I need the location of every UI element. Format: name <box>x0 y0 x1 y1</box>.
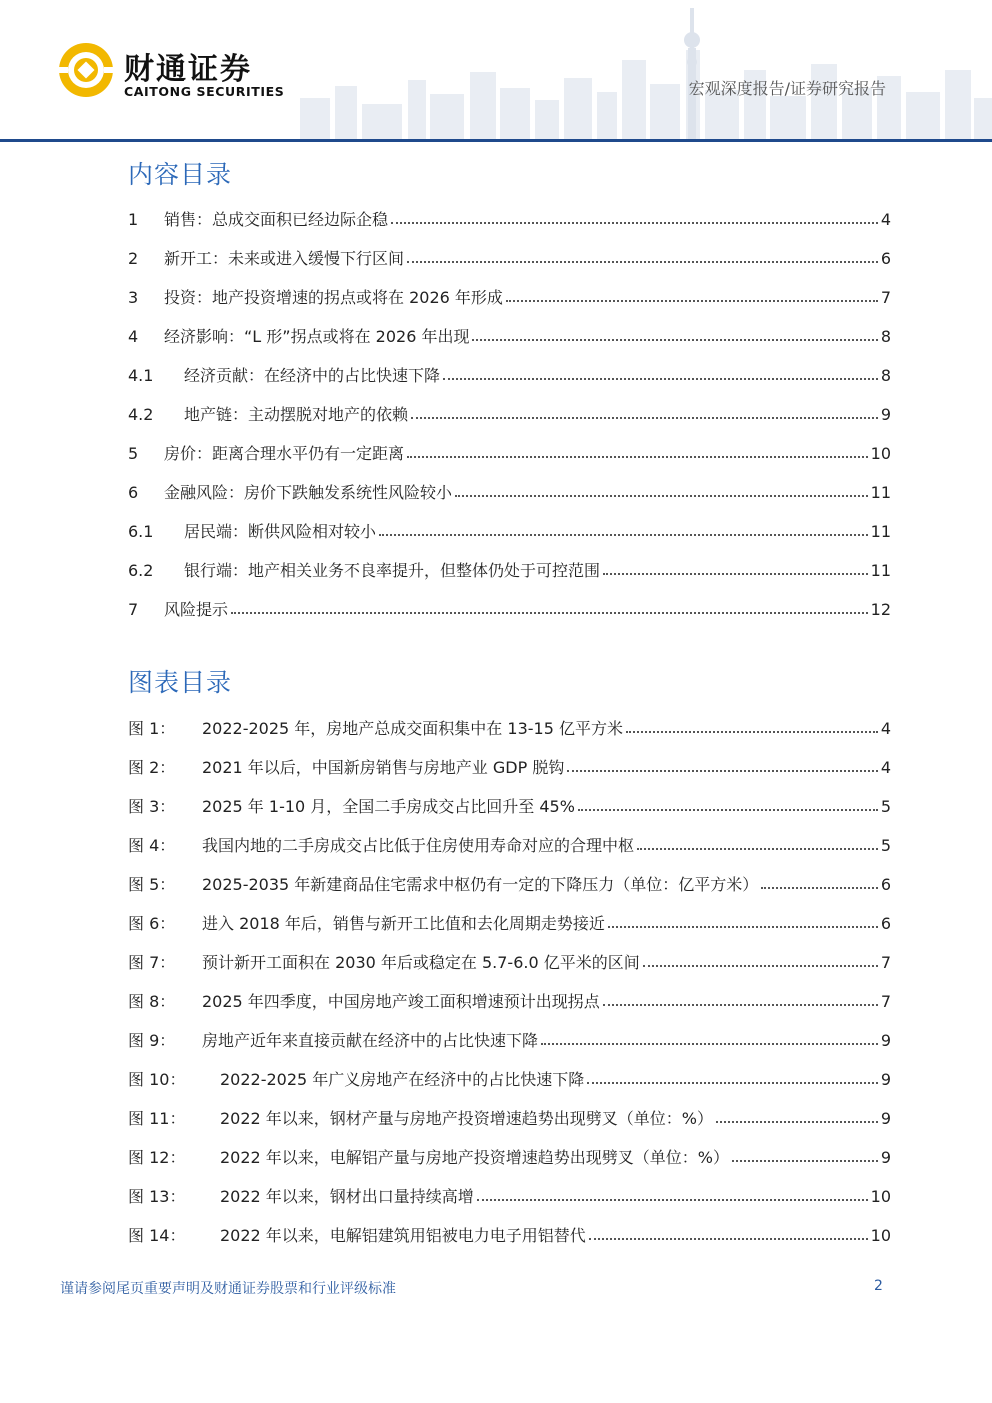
leader-dots <box>637 848 878 850</box>
figure-entry[interactable] <box>128 911 891 933</box>
figure-entry-number: 图 11： <box>128 1109 186 1128</box>
figure-entry-page: 10 <box>870 1226 891 1245</box>
toc-entry-number: 7 <box>128 600 139 619</box>
report-type-label: 宏观深度报告/证券研究报告 <box>688 79 886 98</box>
figure-entry-page: 6 <box>880 914 891 933</box>
toc-entry-number: 5 <box>128 444 139 463</box>
figure-entry-page: 9 <box>880 1109 891 1128</box>
caitong-logo-icon <box>56 40 116 100</box>
leader-dots <box>407 261 878 263</box>
toc-entry[interactable] <box>128 285 891 307</box>
figure-entry-text: 2025 年 1-10 月，全国二手房成交占比回升至 45% <box>202 797 575 816</box>
toc-entry-number: 3 <box>128 288 139 307</box>
figure-entry-text: 2022-2025 年广义房地产在经济中的占比快速下降 <box>220 1070 585 1089</box>
toc-entry[interactable] <box>128 402 891 424</box>
figure-entry-number: 图 9： <box>128 1031 176 1050</box>
leader-dots <box>587 1082 878 1084</box>
figure-entry[interactable] <box>128 794 891 816</box>
leader-dots <box>455 495 868 497</box>
toc-entry-number: 4 <box>128 327 139 346</box>
figure-entry[interactable] <box>128 1223 891 1245</box>
figure-entry-number: 图 7： <box>128 953 176 972</box>
figure-entry-text: 2021 年以后，中国新房销售与房地产业 GDP 脱钩 <box>202 758 565 777</box>
toc-entry-text: 银行端：地产相关业务不良率提升，但整体仍处于可控范围 <box>184 561 601 580</box>
leader-dots <box>716 1121 878 1123</box>
toc-entry-page: 11 <box>870 522 891 541</box>
figure-entry[interactable] <box>128 833 891 855</box>
toc-entry-page: 7 <box>880 288 891 307</box>
figure-entry-text: 2022 年以来，电解铝产量与房地产投资增速趋势出现劈叉（单位：%） <box>220 1148 730 1167</box>
toc-entry-page: 11 <box>870 561 891 580</box>
figure-entry-page: 7 <box>880 953 891 972</box>
leader-dots <box>603 573 868 575</box>
figure-entry[interactable] <box>128 1145 891 1167</box>
toc-entry-number: 6 <box>128 483 139 502</box>
toc-entry[interactable] <box>128 246 891 268</box>
figure-entry-page: 5 <box>880 836 891 855</box>
leader-dots <box>391 222 878 224</box>
toc-entry-page: 11 <box>870 483 891 502</box>
toc-entry-text: 投资：地产投资增速的拐点或将在 2026 年形成 <box>164 288 503 307</box>
leader-dots <box>443 378 878 380</box>
leader-dots <box>603 1004 878 1006</box>
figure-entry[interactable] <box>128 716 891 738</box>
leader-dots <box>589 1238 868 1240</box>
figure-entry-page: 9 <box>880 1070 891 1089</box>
figure-entry-number: 图 12： <box>128 1148 186 1167</box>
figure-entry-text: 2022 年以来，钢材出口量持续高增 <box>220 1187 474 1206</box>
figure-entry-text: 2025-2035 年新建商品住宅需求中枢仍有一定的下降压力（单位：亿平方米） <box>202 875 759 894</box>
toc-entry-page: 4 <box>880 210 891 229</box>
toc-entry[interactable] <box>128 363 891 385</box>
footer-page-number: 2 <box>874 1278 883 1294</box>
toc-entry[interactable] <box>128 558 891 580</box>
toc-entry-page: 9 <box>880 405 891 424</box>
figure-entry[interactable] <box>128 755 891 777</box>
figure-entry-page: 10 <box>870 1187 891 1206</box>
toc-entry-text: 新开工：未来或进入缓慢下行区间 <box>164 249 405 268</box>
figure-entry-text: 进入 2018 年后，销售与新开工比值和去化周期走势接近 <box>202 914 605 933</box>
figure-entry-page: 6 <box>880 875 891 894</box>
toc-entry-number: 6.1 <box>128 522 154 541</box>
toc-entry-page: 10 <box>870 444 891 463</box>
logo-wordmark-en: CAITONG SECURITIES <box>124 84 285 99</box>
toc-entry-page: 8 <box>880 327 891 346</box>
toc-entry[interactable] <box>128 324 891 346</box>
leader-dots <box>407 456 868 458</box>
leader-dots <box>379 534 868 536</box>
figure-entry-text: 2022 年以来，电解铝建筑用铝被电力电子用铝替代 <box>220 1226 586 1245</box>
leader-dots <box>477 1199 868 1201</box>
figure-entry-page: 4 <box>880 719 891 738</box>
leader-dots <box>541 1043 878 1045</box>
header-divider <box>0 139 992 142</box>
toc-entry-page: 12 <box>870 600 891 619</box>
toc-entry[interactable] <box>128 597 891 619</box>
figure-entry-number: 图 4： <box>128 836 176 855</box>
figure-entry-number: 图 2： <box>128 758 176 777</box>
figure-entry-page: 9 <box>880 1148 891 1167</box>
figure-entry-text: 2025 年四季度，中国房地产竣工面积增速预计出现拐点 <box>202 992 600 1011</box>
toc-entry-page: 8 <box>880 366 891 385</box>
figure-entry-page: 5 <box>880 797 891 816</box>
figure-entry-number: 图 5： <box>128 875 176 894</box>
toc-entry-text: 地产链：主动摆脱对地产的依赖 <box>184 405 409 424</box>
figure-entry-page: 4 <box>880 758 891 777</box>
figure-entry[interactable] <box>128 989 891 1011</box>
toc-entry-number: 4.1 <box>128 366 154 385</box>
figure-entry[interactable] <box>128 1028 891 1050</box>
leader-dots <box>643 965 878 967</box>
toc-entry[interactable] <box>128 519 891 541</box>
figure-entry-number: 图 10： <box>128 1070 186 1089</box>
figure-entry-page: 9 <box>880 1031 891 1050</box>
leader-dots <box>231 612 868 614</box>
page-header <box>0 0 992 142</box>
toc-entry-text: 经济影响：“L 形”拐点或将在 2026 年出现 <box>164 327 470 346</box>
figure-entry-number: 图 1： <box>128 719 176 738</box>
figure-entry-text: 我国内地的二手房成交占比低于住房使用寿命对应的合理中枢 <box>202 836 635 855</box>
logo-wordmark-cn: 财通证券 <box>124 52 252 87</box>
toc-entry-number: 1 <box>128 210 139 229</box>
figure-entry-page: 7 <box>880 992 891 1011</box>
footer-disclaimer: 谨请参阅尾页重要声明及财通证券股票和行业评级标准 <box>60 1281 396 1297</box>
figure-entry-text: 2022-2025 年，房地产总成交面积集中在 13-15 亿平方米 <box>202 719 623 738</box>
figure-entry-text: 2022 年以来，钢材产量与房地产投资增速趋势出现劈叉（单位：%） <box>220 1109 714 1128</box>
toc-entry-page: 6 <box>880 249 891 268</box>
leader-dots <box>472 339 877 341</box>
figure-entry[interactable] <box>128 1067 891 1089</box>
leader-dots <box>626 731 878 733</box>
toc-entry-number: 6.2 <box>128 561 154 580</box>
leader-dots <box>567 770 877 772</box>
toc-title: 内容目录 <box>128 160 233 189</box>
leader-dots <box>732 1160 878 1162</box>
figure-entry-number: 图 13： <box>128 1187 186 1206</box>
toc-entry[interactable] <box>128 441 891 463</box>
figure-entry-number: 图 6： <box>128 914 176 933</box>
toc-entry-text: 经济贡献：在经济中的占比快速下降 <box>184 366 441 385</box>
figure-entry-text: 预计新开工面积在 2030 年后或稳定在 5.7-6.0 亿平米的区间 <box>202 953 640 972</box>
toc-entry[interactable] <box>128 480 891 502</box>
figure-entry[interactable] <box>128 1184 891 1206</box>
leader-dots <box>578 809 878 811</box>
toc-entry-number: 4.2 <box>128 405 154 424</box>
leader-dots <box>411 417 878 419</box>
toc-entry[interactable] <box>128 207 891 229</box>
leader-dots <box>761 887 878 889</box>
figure-entry[interactable] <box>128 1106 891 1128</box>
figure-entry-number: 图 3： <box>128 797 176 816</box>
figure-entry[interactable] <box>128 872 891 894</box>
leader-dots <box>608 926 878 928</box>
toc-entry-text: 销售：总成交面积已经边际企稳 <box>164 210 389 229</box>
toc-entry-number: 2 <box>128 249 139 268</box>
figures-title: 图表目录 <box>128 668 233 697</box>
toc-entry-text: 房价：距离合理水平仍有一定距离 <box>164 444 405 463</box>
figure-entry-number: 图 14： <box>128 1226 186 1245</box>
figure-entry[interactable] <box>128 950 891 972</box>
leader-dots <box>506 300 878 302</box>
toc-entry-text: 金融风险：房价下跌触发系统性风险较小 <box>164 483 453 502</box>
figure-entry-number: 图 8： <box>128 992 176 1011</box>
toc-entry-text: 风险提示 <box>164 600 229 619</box>
toc-entry-text: 居民端：断供风险相对较小 <box>184 522 377 541</box>
figure-entry-text: 房地产近年来直接贡献在经济中的占比快速下降 <box>202 1031 539 1050</box>
